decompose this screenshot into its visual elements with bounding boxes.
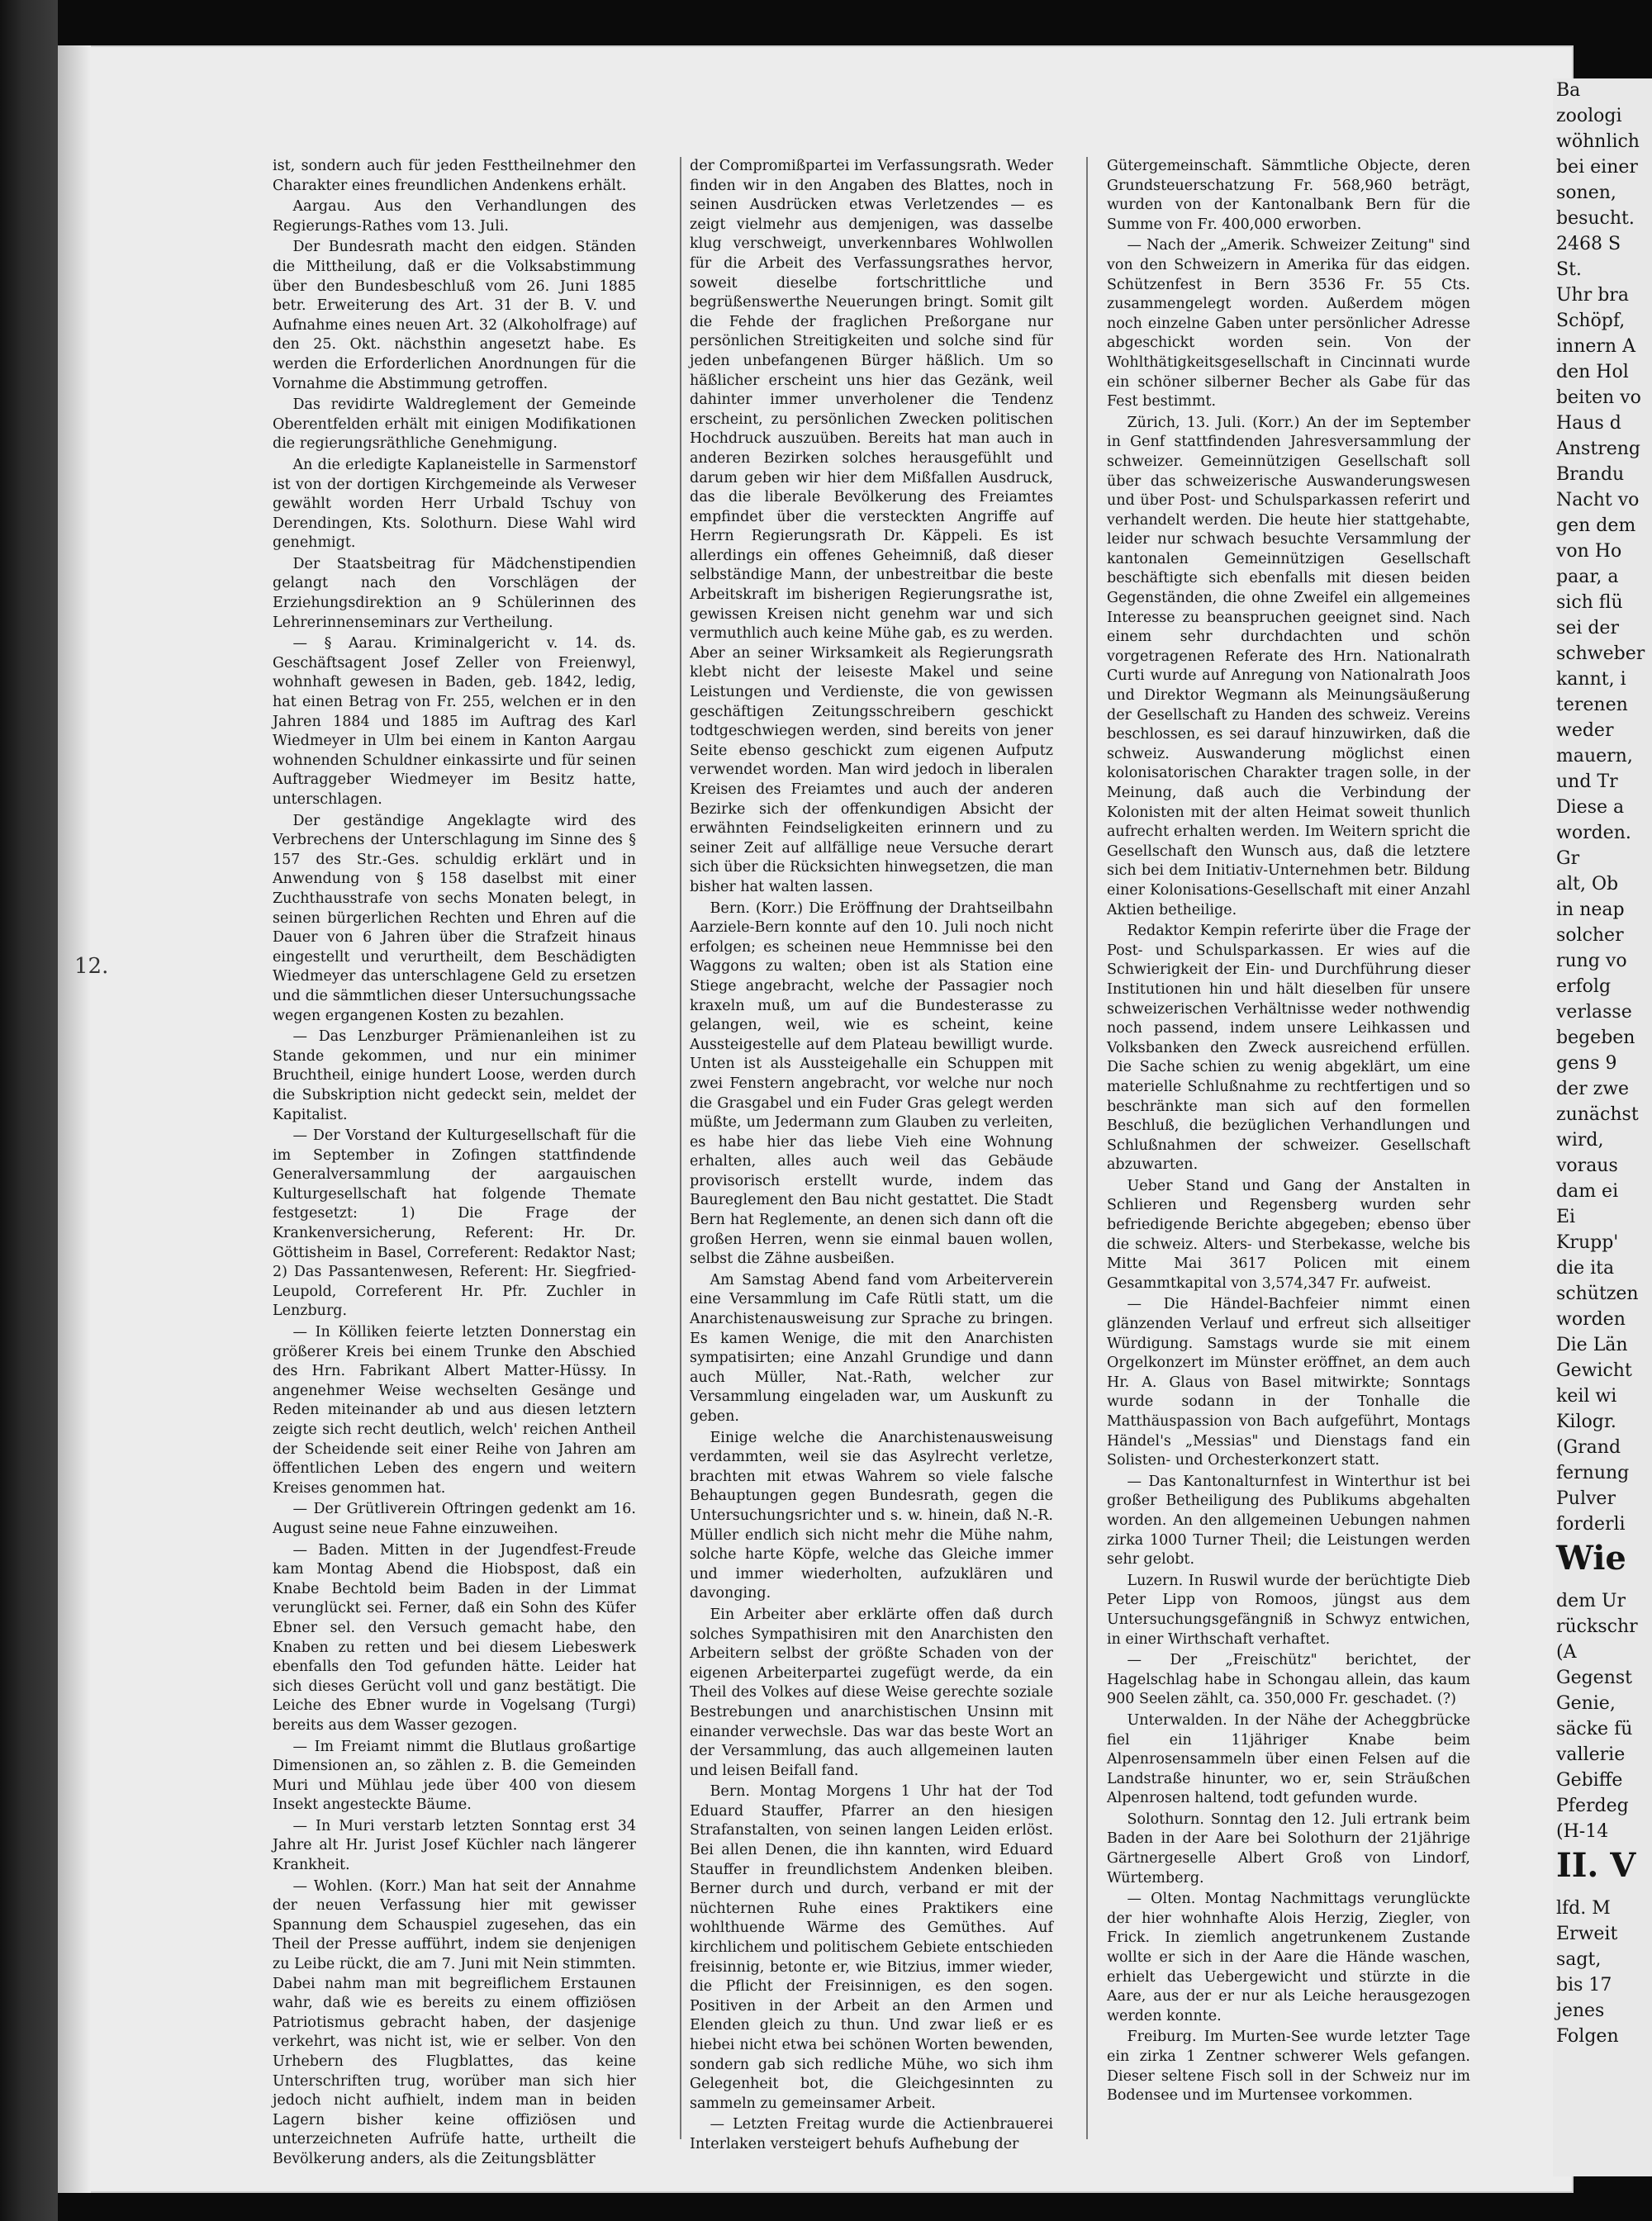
article-paragraph: An die erledigte Kaplaneistelle in Sarmenstorf ist von der dortigen Kirchgemeinde als Verweser gewählt worden Herr Urbald Tschuy von Derendingen, Kts. Solothurn. Diese Wahl wird genehmigt. xyxy=(273,456,636,552)
article-paragraph: — Baden. Mitten in der Jugendfest-Freude kam Montag Abend die Hiobspost, daß ein Knabe Bechtold beim Baden in der Limmat verunglückt sei. Ferner, daß ein Sohn des Küfer Ebner sel. den Versuch gemacht habe, den Knaben zu retten und bei diesem Liebeswerk ebenfalls den Tod gefunden hätte. Leider hat sich dieses Gerücht voll und ganz bestätigt. Die Leiche des Ebner wurde in Vogelsang (Turgi) bereits aus dem Wasser gezogen. xyxy=(273,1541,636,1734)
article-paragraph: Einige welche die Anarchistenausweisung verdammten, weil sie das Asylrecht verletze, brachten mit etwas Wahrem so viele falsche Behauptungen gegen Bundesrath, gegen die Untersuchungsrichter und s. w. hinein, daß N.-R. Müller endlich sich nicht mehr die Mühe nahm, solche harte Köpfe, welche das Gleiche immer und immer wiederholten, aufzuklären und davonging. xyxy=(690,1429,1053,1602)
article-paragraph: — Der „Freischütz" berichtet, der Hagelschlag habe in Schongau allein, das kaum 900 Seelen zählt, ca. 350,000 Fr. geschadet. (?) xyxy=(1107,1652,1470,1708)
adjacent-text-fragment: keil wi xyxy=(1556,1386,1617,1407)
adjacent-text-fragment: Ba xyxy=(1556,80,1581,101)
article-paragraph: — Letzten Freitag wurde die Actienbrauerei Interlaken versteigert behufs Aufhebung der xyxy=(690,2116,1053,2152)
adjacent-text-fragment: II. V xyxy=(1556,1846,1636,1885)
article-paragraph: Freiburg. Im Murten-See wurde letzter Tage ein zirka 1 Zentner schwerer Wels gefangen. Dieser seltene Fisch soll in der Schweiz nur im Bodensee und im Murtensee vorkommen. xyxy=(1107,2029,1470,2105)
book-spine xyxy=(0,0,58,2221)
article-paragraph: Unterwalden. In der Nähe der Acheggbrücke fiel ein 11jähriger Knabe beim Alpenrosensammeln über einen Felsen auf die Landstraße hinunter, wo er, sein Sträußchen Alpenrosen haltend, todt gefunden wurde. xyxy=(1107,1711,1470,1807)
adjacent-text-fragment: zoologi xyxy=(1556,106,1622,126)
adjacent-text-fragment: weder xyxy=(1556,720,1614,741)
article-paragraph: Aargau. Aus den Verhandlungen des Regierungs-Rathes vom 13. Juli. xyxy=(273,198,636,235)
adjacent-text-fragment: innern A xyxy=(1556,336,1635,357)
adjacent-text-fragment: Pferdeg xyxy=(1556,1796,1629,1816)
adjacent-text-fragment: Pulver xyxy=(1556,1488,1616,1509)
article-paragraph: — Nach der „Amerik. Schweizer Zeitung" sind von den Schweizern in Amerika für das eidgen. Schützenfest in Bern 3536 Fr. 55 Cts. zusammengelegt worden. Außerdem mögen noch einzelne Gaben unter persönlicher Adresse abgeschickt worden sein. Von der Wohlthätigkeitsgesellschaft in Cincinnati wurde ein schöner silberner Becher als Gabe für das Fest bestimmt. xyxy=(1107,237,1470,411)
article-paragraph: Der geständige Angeklagte wird des Verbrechens der Unterschlagung im Sinne des § 157 des Str.-Ges. schuldig erklärt und in Anwendung von § 158 daselbst mit einer Zuchthausstrafe von sechs Monaten belegt, in seinen bürgerlichen Rechten und Ehren auf die Dauer von 6 Jahren über die Strafzeit hinaus eingestellt und verurtheilt, dem Beschädigten Wiedmeyer das unterschlagene Geld zu ersetzen und die sämmtlichen dieser Untersuchungssache wegen ergangenen Kosten zu bezahlen. xyxy=(273,812,636,1024)
adjacent-text-fragment: sei der xyxy=(1556,618,1619,638)
adjacent-text-fragment: schweber xyxy=(1556,643,1645,664)
adjacent-text-fragment: beiten vo xyxy=(1556,387,1641,408)
article-paragraph: Bern. (Korr.) Die Eröffnung der Drahtseilbahn Aarziele-Bern konnte auf den 10. Juli noch nicht erfolgen; es scheinen neue Hemmnisse bei den Waggons zu walten; oben ist als Station eine Stiege angebracht, welche der Passagier noch kraxeln muß, um auf die Bundesterasse zu gelangen, weil, wie es scheint, keine Aussteigestelle auf dem Plateau bewilligt wurde. Unten ist als Aussteigehalle ein Schuppen mit zwei Fenstern angebracht, vor welche nur noch die Grasgabel und ein Fuder Gras gelegt werden müßte, um Jedermann zum Glauben zu verleiten, es habe hier das liebe Vieh eine Wohnung erhalten, alles auch weil das Gebäude provisorisch erstellt wurde, indem das Baureglement den Bau nicht gestattet. Die Stadt Bern hat Reglemente, an denen sich dann oft die großen Herren, wenn sie einmal bauen wollen, selbst die Zähne ausbeißen. xyxy=(690,899,1053,1268)
adjacent-text-fragment: Krupp' xyxy=(1556,1232,1619,1253)
adjacent-text-fragment: voraus xyxy=(1556,1156,1618,1176)
adjacent-text-fragment: zunächst xyxy=(1556,1104,1639,1125)
adjacent-text-fragment: (Grand xyxy=(1556,1437,1621,1458)
adjacent-text-fragment: kannt, i xyxy=(1556,669,1626,690)
article-paragraph: Zürich, 13. Juli. (Korr.) An der im September in Genf stattfindenden Jahresversammlung der schweizer. Gemeinnützigen Gesellschaft soll über das schweizerische Auswanderungswesen und über Post- und Schulsparkassen referirt und verhandelt werden. Die heute hier stattgehabte, leider nur schwach besuchte Versammlung der kantonalen Gemeinnützigen Gesellschaft beschäftigte sich ebenfalls mit diesen beiden Gegenständen, die ohne Zweifel ein allgemeines Interesse zu beanspruchen geeignet sind. Nach einem sehr durchdachten und schön vorgetragenen Referate des Hrn. Nationalrath Curti wurde auf Anregung von Nationalrath Joos und Direktor Wegmann als Meinungsäußerung der Gesellschaft zu Handen des schweiz. Vereins beschlossen, es sei darauf hinzuwirken, daß die schweiz. Auswanderung möglichst einen kolonisatorischen Charakter tragen solle, in der Meinung, daß auch die Verbindung der Kolonisten mit der alten Heimat soweit thunlich aufrecht erhalten werden. Im Weitern spricht die Gesellschaft den Wunsch aus, daß die letztere sich bei dem Initiativ-Unternehmen betr. Bildung einer Kolonisations-Gesellschaft mit einer Anzahl Aktien betheilige. xyxy=(1107,414,1470,918)
adjacent-text-fragment: Uhr bra xyxy=(1556,285,1629,306)
gutter-shadow xyxy=(58,45,91,2193)
adjacent-text-fragment: Anstreng xyxy=(1556,439,1640,459)
adjacent-text-fragment: begeben xyxy=(1556,1027,1635,1048)
adjacent-text-fragment: Kilogr. xyxy=(1556,1412,1616,1432)
article-paragraph: — In Kölliken feierte letzten Donnerstag ein größerer Kreis bei einem Trunke den Abschied des Hrn. Fabrikant Albert Matter-Hüssy. In angenehmer Weise wechselten Gesänge und Reden miteinander ab und aus diesen letztern zeigte sich recht deutlich, welch' reichen Antheil der Scheidende seit einer Reihe von Jahren am öffentlichen Leben des engern und weitern Kreises genommen hat. xyxy=(273,1324,636,1497)
adjacent-text-fragment: dam ei xyxy=(1556,1181,1619,1202)
article-paragraph: Am Samstag Abend fand vom Arbeiterverein eine Versammlung im Cafe Rütli statt, um die Anarchistenausweisung zur Sprache zu bringen. Es kamen Wenige, die mit den Anarchisten sympatisirten; eine Anzahl Grundige und dann auch Müller, Nat.-Rath, welcher zur Versammlung eingeladen war, um Auskunft zu geben. xyxy=(690,1271,1053,1425)
adjacent-text-fragment: Erweit xyxy=(1556,1924,1618,1944)
adjacent-text-fragment: wöhnlich xyxy=(1556,131,1640,152)
adjacent-text-fragment: worden xyxy=(1556,1309,1626,1330)
article-paragraph: Der Staatsbeitrag für Mädchenstipendien gelangt nach den Vorschlägen der Erziehungsdirektion an 9 Schülerinnen des Lehrerinnenseminars zur Vertheilung. xyxy=(273,555,636,631)
adjacent-text-fragment: Folgen xyxy=(1556,2026,1619,2047)
adjacent-text-fragment: der zwe xyxy=(1556,1079,1630,1099)
article-paragraph: Der Bundesrath macht den eidgen. Ständen die Mittheilung, daß er die Volksabstimmung über den Bundesbeschluß vom 26. Juni 1885 betr. Erweiterung des Art. 31 der B. V. und Aufnahme eines neuen Art. 32 (Alkoholfrage) auf den 25. Okt. nächsthin angesetzt habe. Es werden die Erforderlichen Anordnungen für die Vornahme die Abstimmung getroffen. xyxy=(273,239,636,392)
adjacent-text-fragment: von Ho xyxy=(1556,541,1622,562)
adjacent-text-fragment: gen dem xyxy=(1556,515,1636,536)
adjacent-text-fragment: Gewicht xyxy=(1556,1360,1632,1381)
adjacent-text-fragment: Wie xyxy=(1556,1539,1626,1578)
text-column-1 xyxy=(273,157,636,2167)
article-paragraph: Das revidirte Waldreglement der Gemeinde Oberentfelden erhält mit einigen Modifikationen die regierungsräthliche Genehmigung. xyxy=(273,396,636,453)
article-paragraph: — Die Händel-Bachfeier nimmt einen glänzenden Verlauf und erfreut sich allseitiger Würdigung. Samstags wurde sie mit einem Orgelkonzert im Münster eröffnet, an dem auch Hr. A. Glaus von Basel mitwirkte; Sonntags wurde sodann in der Tonhalle die Matthäuspassion von Bach aufgeführt, Montags Händel's „Messias" und Dienstags fand ein Solisten- und Orchesterkonzert statt. xyxy=(1107,1296,1470,1469)
adjacent-text-fragment: bei einer xyxy=(1556,157,1638,178)
adjacent-text-fragment: Nacht vo xyxy=(1556,490,1640,510)
adjacent-text-fragment: rung vo xyxy=(1556,951,1627,971)
article-paragraph: Solothurn. Sonntag den 12. Juli ertrank beim Baden in der Aare bei Solothurn der 21jährige Gärtnergeselle Albert Groß von Lindorf, Würtemberg. xyxy=(1107,1810,1470,1886)
adjacent-text-fragment: (H-14 xyxy=(1556,1821,1609,1842)
adjacent-text-fragment: die ita xyxy=(1556,1258,1615,1279)
article-paragraph: Bern. Montag Morgens 1 Uhr hat der Tod Eduard Stauffer, Pfarrer an den hiesigen Strafanstalten, von seinen langen Leiden erlöst. Bei allen Denen, die ihn kannten, wird Eduard Stauffer in freundlichstem Andenken bleiben. Berner durch und durch, verband er mit der nüchternen Ruhe eines Praktikers eine wohlthuende Wärme des Gemüthes. Auf kirchlichem und politischem Gebiete entschieden freisinnig, betonte er, wie Bitzius, immer wieder, die Pflicht der Freisinnigen, es den sogen. Positiven in der Arbeit an den Armen und Elenden gleich zu thun. Und zwar ließ er es hiebei nicht etwa bei schönen Worten bewenden, sondern gab sich redliche Mühe, wo sich ihm Gelegenheit bot, die Gleichgesinnten zu sammeln zu gemeinsamer Arbeit. xyxy=(690,1783,1053,2112)
adjacent-text-fragment: rückschr xyxy=(1556,1616,1638,1637)
adjacent-text-fragment: und Tr xyxy=(1556,771,1618,792)
column-rule-2 xyxy=(1086,157,1088,2139)
article-paragraph: der Compromißpartei im Verfassungsrath. Weder finden wir in den Angaben des Blattes, noch in seinen Ausdrücken etwas Verletzendes — es zeigt vielmehr aus demjenigen, was dasselbe klug verschweigt, unverkennbares Wohlwollen für die Arbeit des Verfassungsrathes hervor, soweit dieselbe fortschrittliche und begrüßenswerthe Neuerungen bringt. Somit gilt die Fehde der fraglichen Preßorgane nur persönlichen Streitigkeiten und solche sind für jeden unbefangenen Bürger häßlich. Um so häßlicher erscheint uns hier das Gezänk, weil dahinter immer unverholener die Tendenz erscheint, zu persönlichen Zwecken politischen Hochdruck auszuüben. Bereits hat man auch in anderen Bezirken solches herausgefühlt und darum geben wir hier dem Mißfallen Ausdruck, das die liberale Bevölkerung des Freiamtes empfindet über die versteckten Angriffe auf Herrn Regierungsrath Dr. Käppeli. Es ist allerdings ein offenes Geheimniß, daß dieser selbständige Mann, der unbestreitbar die beste Arbeitskraft im bisherigen Regierungsrathe ist, gewissen Kreisen nicht genehm war und sich vermuthlich auch keine Mühe gab, es zu werden. Aber an seiner Wirksamkeit als Regierungsrath klebt nicht der leiseste Makel und seine Leistungen und Verdienste, die von gewissen geschäftigen Zeitungsschreibern geschickt todtgeschwiegen werden, sind bereits von jener Seite ebenso geschickt zum eigenen Aufputz verwendet worden. Man wird jedoch in liberalen Kreisen des Freiamtes und auch der anderen Bezirke sich der offenkundigen Absicht der erwähnten Feindseligkeiten erinnern und zu seiner Zeit auf allfällige neue Versuche derart sich über die Rücksichten hinwegsetzen, die man bisher hat walten lassen. xyxy=(690,158,1053,895)
article-paragraph: — In Muri verstarb letzten Sonntag erst 34 Jahre alt Hr. Jurist Josef Küchler nach längerer Krankheit. xyxy=(273,1817,636,1874)
adjacent-text-fragment: solcher xyxy=(1556,925,1624,946)
adjacent-text-fragment: gens 9 xyxy=(1556,1053,1617,1074)
article-paragraph: — § Aarau. Kriminalgericht v. 14. ds. Geschäftsagent Josef Zeller von Freienwyl, wohnhaft gewesen in Baden, geb. 1842, ledig, hat einen Betrag von Fr. 255, welchen er in den Jahren 1884 und 1885 im Auftrag des Karl Wiedmeyer in Ulm bei einem in Kanton Aargau wohnenden Schuldner einkassirte und für seinen Auftraggeber Wiedmeyer im Besitz hatte, unterschlagen. xyxy=(273,635,636,808)
adjacent-text-fragment: Gebiffe xyxy=(1556,1770,1623,1791)
adjacent-text-fragment: alt, Ob xyxy=(1556,874,1619,895)
article-paragraph: — Wohlen. (Korr.) Man hat seit der Annahme der neuen Verfassung hier mit gewisser Spannung dem Schauspiel zugesehen, das ein Theil der Presse aufführt, indem sie denjenigen zu Leibe rückt, die am 7. Juni mit Nein stimmten. Dabei nahm man mit begreiflichem Erstaunen wahr, daß wie es bereits zu einem offiziösen Patriotismus gebracht haben, der dasjenige verkehrt, was nicht ist, wie er selber. Von den Urhebern des Flugblattes, das keine Unterschriften trug, worüber man sich hier jedoch nicht aufhielt, indem man in beiden Lagern bisher keine offiziösen und unterzeichneten Aufrüfe hatte, urtheilt die Bevölkerung anders, als die Zeitungsblätter xyxy=(273,1877,636,2167)
article-paragraph: — Olten. Montag Nachmittags verunglückte der hier wohnhafte Alois Herzig, Ziegler, von Frick. In ziemlich angetrunkenem Zustande wollte er sich in der Aare die Hände waschen, erhielt das Uebergewicht und stürzte in die Aare, aus der er nur als Leiche herausgezogen werden konnte. xyxy=(1107,1891,1470,2024)
adjacent-text-fragment: Genie, xyxy=(1556,1693,1616,1714)
adjacent-text-fragment: sich flü xyxy=(1556,592,1623,613)
adjacent-text-fragment: paar, a xyxy=(1556,567,1619,587)
article-paragraph: — Der Grütliverein Oftringen gedenkt am 16. August seine neue Fahne einzuweihen. xyxy=(273,1501,636,1537)
column-rule-1 xyxy=(680,157,681,2139)
article-paragraph: — Das Lenzburger Prämienanleihen ist zu Stande gekommen, und nur ein minimer Bruchtheil, einige hundert Loose, werden durch die Subskription nicht gedeckt sein, meldet der Kapitalist. xyxy=(273,1028,636,1123)
adjacent-text-fragment: worden. xyxy=(1556,823,1631,843)
adjacent-text-fragment: sonen, xyxy=(1556,183,1616,203)
adjacent-text-fragment: verlasse xyxy=(1556,1002,1632,1023)
adjacent-text-fragment: den Hol xyxy=(1556,362,1629,382)
article-paragraph: Ueber Stand und Gang der Anstalten in Schlieren und Regensberg wurden sehr befriedigende Berichte abgegeben; ebenso über die schweiz. Alters- und Sterbekasse, welche bis Mitte Mai 3617 Policen mit einem Gesammtkapital von 3,574,347 Fr. aufweist. xyxy=(1107,1177,1470,1292)
adjacent-text-fragment: mauern, xyxy=(1556,746,1633,766)
adjacent-text-fragment: forderli xyxy=(1556,1514,1626,1535)
article-paragraph: — Der Vorstand der Kulturgesellschaft für die im September in Zofingen stattfindende Generalversammlung der aargauischen Kulturgesellschaft hat folgende Themate festgesetzt: 1) Die Frage der Krankenversicherung, Referent: Hr. Dr. Göttisheim in Basel, Correferent: Redaktor Nast; 2) Das Passantenwesen, Referent: Hr. Siegfried-Leupold, Correferent Hr. Pfr. Zuchler in Lenzburg. xyxy=(273,1127,636,1320)
text-column-2 xyxy=(690,157,1053,2152)
adjacent-text-fragment: dem Ur xyxy=(1556,1591,1626,1611)
adjacent-text-fragment: Ei xyxy=(1556,1207,1576,1227)
adjacent-text-fragment: Gegenst xyxy=(1556,1668,1632,1688)
adjacent-text-fragment: 2468 S xyxy=(1556,234,1621,254)
adjacent-text-fragment: terenen xyxy=(1556,695,1628,715)
adjacent-text-fragment: (A xyxy=(1556,1642,1577,1663)
adjacent-text-fragment: besucht. xyxy=(1556,208,1635,229)
article-paragraph: Luzern. In Ruswil wurde der berüchtigte Dieb Peter Lipp von Romoos, jüngst aus dem Untersuchungsgefängniß in Schwyz entwichen, in einer Wirthschaft verhaftet. xyxy=(1107,1572,1470,1648)
adjacent-text-fragment: säcke fü xyxy=(1556,1719,1633,1739)
adjacent-text-fragment: fernung xyxy=(1556,1463,1630,1483)
adjacent-text-fragment: Brandu xyxy=(1556,464,1625,485)
adjacent-text-fragment: Haus d xyxy=(1556,413,1621,434)
article-paragraph: Ein Arbeiter aber erklärte offen daß durch solches Sympathisiren mit den Anarchisten den Arbeitern selbst der größte Schaden von der eigenen Arbeiterpartei zugefügt werde, da ein Theil des Volkes auf diese Weise gerechte soziale Bestrebungen und anarchistischen Unsinn mit einander verwechsle. Das war das beste Wort an der Versammlung, das auch allgemeinen lauten und leisen Beifall fand. xyxy=(690,1606,1053,1779)
article-paragraph: ist, sondern auch für jeden Festtheilnehmer den Charakter eines freundlichen Andenkens erhält. xyxy=(273,158,636,194)
adjacent-text-fragment: Gr xyxy=(1556,848,1580,869)
adjacent-text-fragment: Die Län xyxy=(1556,1335,1628,1355)
article-paragraph: — Im Freiamt nimmt die Blutlaus großartige Dimensionen an, so zählen z. B. die Gemeinden Muri und Mühlau jede über 400 von diesem Insekt angesteckte Bäume. xyxy=(273,1738,636,1814)
adjacent-text-fragment: erfolg xyxy=(1556,976,1612,997)
adjacent-text-fragment: vallerie xyxy=(1556,1744,1626,1765)
margin-note: 12. xyxy=(74,954,109,979)
article-paragraph: Gütergemeinschaft. Sämmtliche Objecte, deren Grundsteuerschatzung Fr. 568,960 beträgt, wurden von der Kantonalbank Bern für die Summe von Fr. 400,000 erworben. xyxy=(1107,158,1470,233)
adjacent-text-fragment: wird, xyxy=(1556,1130,1604,1151)
adjacent-text-fragment: sagt, xyxy=(1556,1949,1602,1970)
adjacent-text-fragment: in neap xyxy=(1556,899,1625,920)
article-paragraph: — Das Kantonalturnfest in Winterthur ist bei großer Betheiligung des Publikums abgehalten worden. An den allgemeinen Uebungen nahmen zirka 1000 Turner Theil; die Leistungen werden sehr gelobt. xyxy=(1107,1473,1470,1568)
adjacent-page-fragment xyxy=(1553,78,1652,2176)
adjacent-text-fragment: lfd. M xyxy=(1556,1898,1611,1919)
adjacent-text-fragment: schützen xyxy=(1556,1284,1639,1304)
adjacent-text-fragment: jenes xyxy=(1556,2000,1605,2021)
article-paragraph: Redaktor Kempin referirte über die Frage der Post- und Schulsparkassen. Er wies auf die Schwierigkeit der Ein- und Durchführung dieser Institutionen hin und hält dieselben für unsere schweizerischen Verhältnisse weder nothwendig noch passend, indem unsere Leihkassen und Volksbanken den Zweck ausreichend erfüllen. Die Sache schien zu wenig abgeklärt, um eine materielle Schlußnahme zu rechtfertigen und so beschränkte man sich auf den formellen Beschluß, die bezüglichen Verhandlungen und Schlußnahmen der schweizer. Gesellschaft abzuwarten. xyxy=(1107,923,1470,1174)
adjacent-text-fragment: Diese a xyxy=(1556,797,1625,818)
adjacent-text-fragment: St. xyxy=(1556,259,1582,280)
adjacent-text-fragment: Schöpf, xyxy=(1556,311,1626,331)
text-column-3 xyxy=(1107,157,1470,2147)
adjacent-text-fragment: bis 17 xyxy=(1556,1975,1612,1996)
